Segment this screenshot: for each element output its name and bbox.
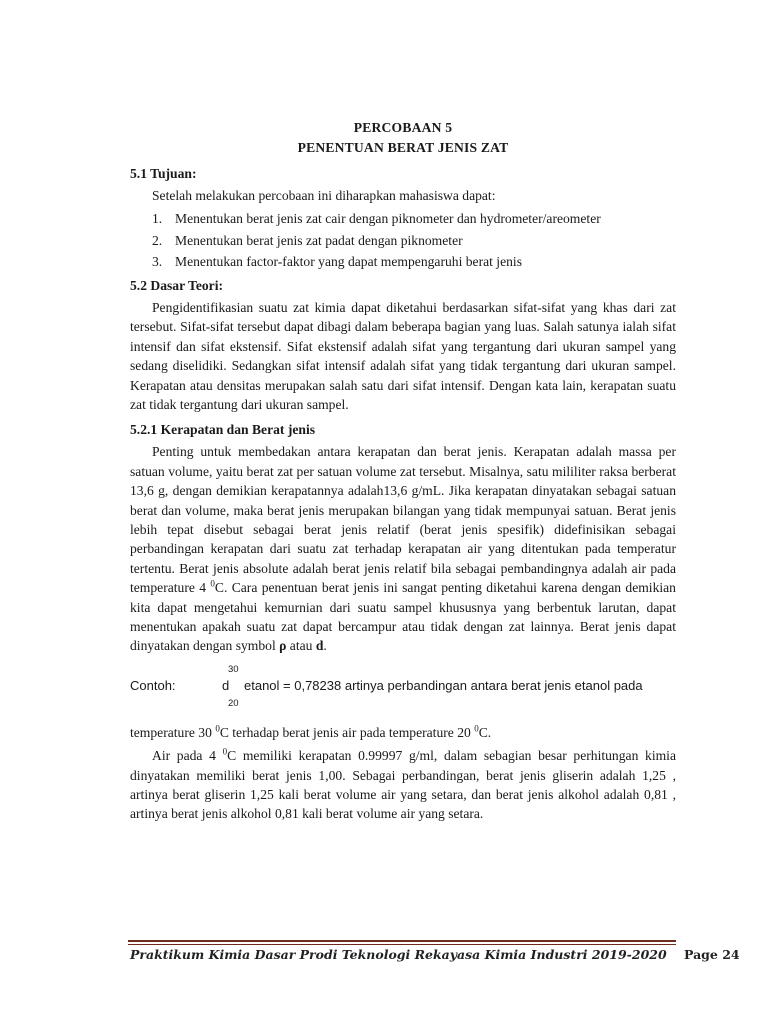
degree-superscript: 0 <box>222 746 228 757</box>
section-5-2-heading: 5.2 Dasar Teori: <box>130 277 224 293</box>
example-block <box>130 660 676 710</box>
d-symbol: d <box>315 638 324 654</box>
degree-superscript: 0 <box>210 578 215 589</box>
objective-item <box>130 230 676 252</box>
temp-text-c: C. <box>478 724 492 740</box>
objective-text: Menentukan berat jenis zat cair dengan piknometer dan hydrometer/areometer <box>175 211 601 227</box>
degree-superscript: 0 <box>474 723 479 734</box>
water-text-a: Air pada 4 <box>152 748 223 764</box>
water-text-b: C memiliki kerapatan 0.99997 g/ml, dalam sebagian besar perhitungan kimia dinyatakan memiliki berat jenis 1,00. Sebagai perbandingan, berat jenis gliserin adalah 1,25 , artinya berat gliserin 1,25 kali berat volume air yang setara, dan berat jenis alkohol adalah 0,81 , artinya berat jenis alkohol 0,81 kali berat volume air yang setara. <box>130 748 676 822</box>
example-label: Contoh: <box>130 677 176 693</box>
atau-text: atau <box>286 638 316 654</box>
rho-symbol: ρ <box>279 638 287 654</box>
density-paragraph <box>130 442 676 655</box>
footer-rule-thin <box>128 944 676 945</box>
objective-item <box>130 208 676 230</box>
example-subscript: 20 <box>228 697 239 709</box>
temp-text-b: C terhadap berat jenis air pada temperature 20 <box>219 724 475 740</box>
experiment-subtitle: PENENTUAN BERAT JENIS ZAT <box>297 140 509 155</box>
footer-text: Praktikum Kimia Dasar Prodi Teknologi Rekayasa Kimia Industri 2019-2020 <box>130 947 667 962</box>
example-superscript: 30 <box>228 663 239 675</box>
objective-number: 2. <box>152 232 163 248</box>
page-number: Page 24 <box>684 947 740 962</box>
objective-item <box>130 251 676 273</box>
objective-text: Menentukan factor-faktor yang dapat mempengaruhi berat jenis <box>175 254 522 270</box>
objective-text: Menentukan berat jenis zat padat dengan piknometer <box>175 232 463 248</box>
example-text: etanol = 0,78238 artinya perbandingan antara berat jenis etanol pada <box>244 677 643 693</box>
objectives-list <box>130 208 676 273</box>
temp-text-a: temperature 30 <box>130 724 216 740</box>
section-5-2-1-heading: 5.2.1 Kerapatan dan Berat jenis <box>130 422 316 438</box>
objective-number: 3. <box>152 254 163 270</box>
footer-rule-thick <box>128 940 676 942</box>
experiment-title: PERCOBAAN 5 <box>353 120 453 135</box>
objective-number: 1. <box>152 211 163 227</box>
objectives-intro: Setelah melakukan percobaan ini diharapkan mahasiswa dapat: <box>152 188 496 203</box>
degree-superscript: 0 <box>215 723 220 734</box>
section-5-1-heading: 5.1 Tujuan: <box>130 166 197 181</box>
water-density-paragraph <box>130 746 676 824</box>
example-d: d <box>222 677 230 693</box>
theory-paragraph: Pengidentifikasian suatu zat kimia dapat diketahui berdasarkan sifat-sifat yang khas dari zat tersebut. Sifat-sifat tersebut dapat dibagi dalam beberapa bagian yang luas. Salah satunya ialah sifat intensif dan sifat ekstensif. Sifat ekstensif adalah sifat yang tergantung dari ukuran sampel yang sedang diselidiki. Sedangkan sifat intensif adalah sifat yang tidak tergantung dari ukuran sampel. Kerapatan atau densitas merupakan salah satu dari sifat intensif. Dengan kata lain, kerapatan suatu zat tidak tergantung dari ukuran sampel. <box>130 299 676 412</box>
period: . <box>323 638 327 654</box>
page-content <box>130 118 676 824</box>
density-text-part-b: C. Cara penentuan berat jenis ini sangat penting diketahui karena dengan demikian kita dapat mengetahui kemurnian dari suatu sampel khususnya yang berbentuk larutan, dapat menentukan apakah suatu zat dapat bercampur atau tidak dengan zat lainnya. Berat jenis dapat dinyatakan dengan symbol <box>130 580 676 654</box>
temperature-line <box>130 723 676 742</box>
density-text-part-a: Penting untuk membedakan antara kerapatan dan berat jenis. Kerapatan adalah massa per satuan volume, yaitu berat zat per satuan volume zat tersebut. Misalnya, satu mililiter raksa berberat 13,6 g, dengan demikian kerapatannya adalah13,6 g/mL. Jika kerapatan dinyatakan sebagai satuan berat dan volume, maka berat jenis merupakan bilangan yang tidak mempunyai satuan. Berat jenis lebih tepat disebut sebagai berat jenis relatif (berat jenis spesifik) didefinisikan sebagai perbandingan kerapatan dari suatu zat terhadap kerapatan air yang ditentukan pada temperatur tertentu. Berat jenis absolute adalah berat jenis relatif bila sebagai pembandingnya adalah air pada temperature 4 <box>130 444 676 596</box>
